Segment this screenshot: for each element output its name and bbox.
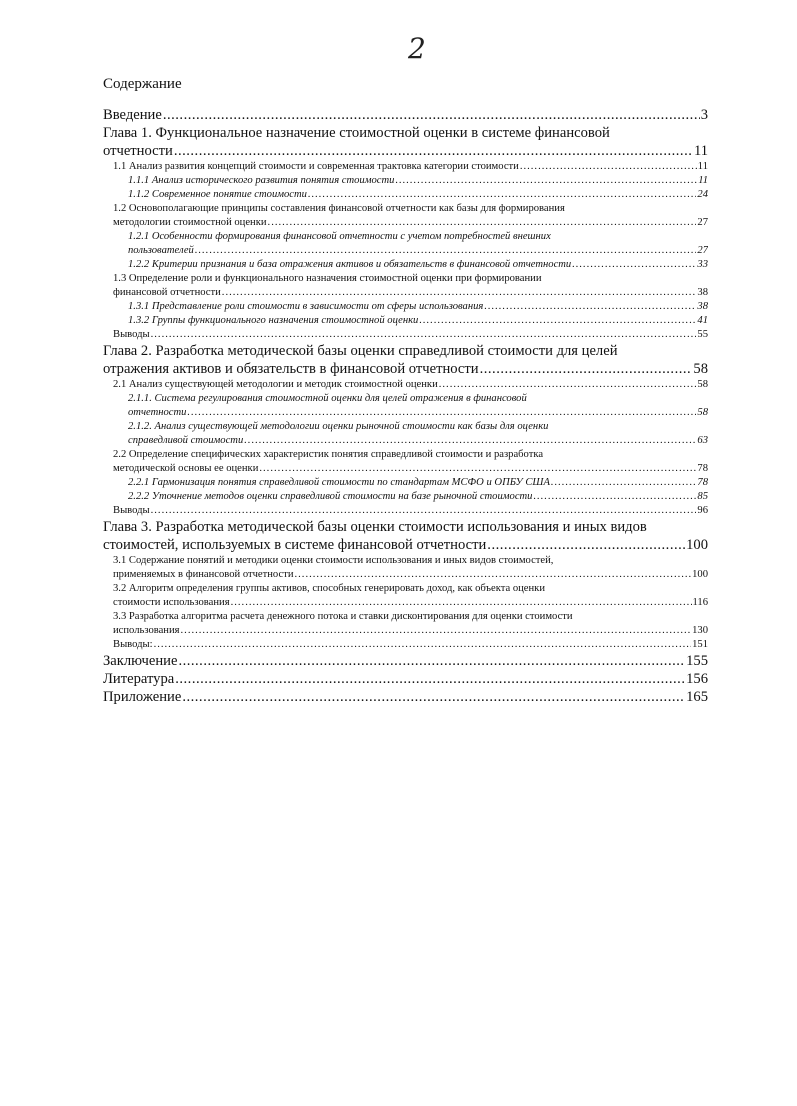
- toc-entry-title: отчетности: [128, 407, 187, 418]
- toc-entry-title: финансовой отчетности: [113, 287, 221, 298]
- toc-entry-heading: 3.3 Разработка алгоритма расчета денежного потока и ставки дисконтирования для оценки стоимости: [113, 611, 573, 622]
- toc-entry-title: 1.1 Анализ развития концепций стоимости и современная трактовка категории стоимости: [113, 161, 519, 172]
- toc-entry-page: 38: [697, 301, 708, 312]
- toc-entry: [103, 554, 708, 582]
- toc-entry: [103, 174, 708, 188]
- toc-entry-page: 33: [697, 259, 708, 270]
- toc-entry-title: Введение: [103, 107, 162, 123]
- toc-entry: [103, 420, 708, 448]
- dot-leader: [151, 504, 697, 518]
- toc-entry-page: 38: [697, 287, 708, 298]
- toc-entry-page: 85: [697, 491, 708, 502]
- toc-entry-title: 1.1.2 Современное понятие стоимости: [128, 189, 307, 200]
- toc-entry: [103, 230, 708, 258]
- dot-leader: [163, 106, 700, 124]
- toc-entry-heading: 3.1 Содержание понятий и методики оценки стоимости использования и иных видов стоимостей,: [113, 555, 554, 566]
- dot-leader: [182, 688, 685, 706]
- toc-entry: [103, 106, 708, 124]
- toc-entry: [103, 518, 708, 554]
- page-number: 2: [408, 32, 426, 65]
- toc-entry-title: 2.2.2 Уточнение методов оценки справедливой стоимости на базе рыночной стоимости: [128, 491, 533, 502]
- toc-entry-title: Заключение: [103, 653, 178, 669]
- toc-entry-page: 116: [692, 597, 708, 608]
- toc-entry-title: Выводы:: [113, 639, 153, 650]
- toc-entry-page: 11: [693, 143, 708, 159]
- toc-entry-page: 58: [693, 361, 708, 377]
- toc-entry-page: 165: [686, 689, 708, 705]
- toc-entry-page: 151: [692, 639, 708, 650]
- toc-entry: [103, 610, 708, 638]
- toc-entry: [103, 314, 708, 328]
- toc-entry-page: 58: [697, 379, 708, 390]
- toc-title: Содержание: [103, 76, 182, 92]
- toc-entry: [103, 504, 708, 518]
- toc-entry-page: 3: [700, 107, 708, 123]
- toc-entry-heading: 2.1.1. Система регулирования стоимостной оценки для целей отражения в финансовой: [128, 393, 527, 404]
- toc-entry-page: 27: [697, 245, 708, 256]
- toc-entry-heading: 2.1.2. Анализ существующей методологии оценки рыночной стоимости как базы для оценки: [128, 421, 549, 432]
- toc-entry: [103, 476, 708, 490]
- dot-leader: [222, 286, 697, 300]
- toc-entry-title: справедливой стоимости: [128, 435, 244, 446]
- dot-leader: [244, 434, 696, 448]
- toc-entry-title: использования: [113, 625, 180, 636]
- toc-entry-heading: 1.2 Основополагающие принципы составления финансовой отчетности как базы для формирования: [113, 203, 565, 214]
- toc-entry-page: 55: [697, 329, 708, 340]
- toc-entry-title: Приложение: [103, 689, 182, 705]
- toc-entry: [103, 124, 708, 160]
- toc-entry-heading: 2.2 Определение специфических характеристик понятия справедливой стоимости и разработка: [113, 449, 544, 460]
- toc-entry: [103, 328, 708, 342]
- toc-entry-heading: Глава 3. Разработка методической базы оценки стоимости использования и иных видов: [103, 519, 647, 535]
- toc-entry-page: 27: [697, 217, 708, 228]
- toc-entry-page: 78: [697, 477, 708, 488]
- toc-entry-title: 1.2.2 Критерии признания и база отражения активов и обязательств в финансовой отчетности: [128, 259, 572, 270]
- toc-entry-page: 96: [697, 505, 708, 516]
- toc-entry-title: отчетности: [103, 143, 173, 159]
- dot-leader: [259, 462, 696, 476]
- dot-leader: [268, 216, 697, 230]
- dot-leader: [231, 596, 692, 610]
- toc-entry-heading: 1.2.1 Особенности формирования финансовой отчетности с учетом потребностей внешних: [128, 231, 551, 242]
- toc-entry-title: отражения активов и обязательств в финансовой отчетности: [103, 361, 479, 377]
- toc-entry-page: 58: [697, 407, 708, 418]
- toc-entry: [103, 670, 708, 688]
- toc-entry-title: Литература: [103, 671, 175, 687]
- toc-entry: [103, 392, 708, 420]
- toc-entry-title: пользователей: [128, 245, 194, 256]
- toc-entry: [103, 300, 708, 314]
- toc-entry: [103, 342, 708, 378]
- toc-entry-title: применяемых в финансовой отчетности: [113, 569, 294, 580]
- toc-entry-page: 11: [698, 175, 708, 186]
- dot-leader: [178, 652, 685, 670]
- toc-entry-title: методической основы ее оценки: [113, 463, 259, 474]
- toc-entry-page: 11: [697, 161, 708, 172]
- toc-entry-page: 100: [686, 537, 708, 553]
- toc-entry-title: Выводы: [113, 329, 150, 340]
- toc-entry-page: 24: [697, 189, 708, 200]
- table-of-contents: [103, 106, 708, 706]
- dot-leader: [295, 568, 692, 582]
- dot-leader: [551, 476, 696, 490]
- dot-leader: [308, 188, 696, 202]
- toc-entry: [103, 652, 708, 670]
- dot-leader: [187, 406, 696, 420]
- toc-entry: [103, 490, 708, 504]
- dot-leader: [484, 300, 696, 314]
- dot-leader: [480, 360, 693, 378]
- dot-leader: [439, 378, 697, 392]
- toc-entry-title: 1.3.2 Группы функционального назначения стоимостной оценки: [128, 315, 419, 326]
- toc-entry: [103, 188, 708, 202]
- toc-entry: [103, 688, 708, 706]
- toc-entry-page: 100: [692, 569, 708, 580]
- toc-entry-title: стоимости использования: [113, 597, 230, 608]
- toc-entry-page: 41: [697, 315, 708, 326]
- dot-leader: [181, 624, 692, 638]
- toc-entry-title: 1.1.1 Анализ исторического развития понятия стоимости: [128, 175, 395, 186]
- toc-entry-page: 78: [697, 463, 708, 474]
- dot-leader: [487, 536, 685, 554]
- toc-entry-title: стоимостей, используемых в системе финансовой отчетности: [103, 537, 487, 553]
- dot-leader: [154, 638, 692, 652]
- toc-entry-page: 130: [692, 625, 708, 636]
- dot-leader: [572, 258, 696, 272]
- toc-entry-heading: 1.3 Определение роли и функционального назначения стоимостной оценки при формировании: [113, 273, 542, 284]
- toc-entry-page: 63: [697, 435, 708, 446]
- toc-entry-title: Выводы: [113, 505, 150, 516]
- toc-entry-title: 2.2.1 Гармонизация понятия справедливой стоимости по стандартам МСФО и ОПБУ США: [128, 477, 550, 488]
- toc-entry: [103, 272, 708, 300]
- toc-entry: [103, 448, 708, 476]
- dot-leader: [533, 490, 696, 504]
- dot-leader: [395, 174, 697, 188]
- toc-entry-title: 1.3.1 Представление роли стоимости в зависимости от сферы использования: [128, 301, 484, 312]
- toc-entry-heading: Глава 1. Функциональное назначение стоимостной оценки в системе финансовой: [103, 125, 610, 141]
- toc-entry-page: 155: [686, 653, 708, 669]
- dot-leader: [419, 314, 696, 328]
- dot-leader: [151, 328, 697, 342]
- toc-entry-heading: 3.2 Алгоритм определения группы активов, способных генерировать доход, как объекта оценки: [113, 583, 545, 594]
- toc-entry-title: 2.1 Анализ существующей методологии и методик стоимостной оценки: [113, 379, 438, 390]
- toc-entry-title: методологии стоимостной оценки: [113, 217, 267, 228]
- dot-leader: [520, 160, 697, 174]
- dot-leader: [195, 244, 697, 258]
- dot-leader: [174, 142, 693, 160]
- toc-entry: [103, 258, 708, 272]
- toc-entry: [103, 582, 708, 610]
- toc-entry-page: 156: [686, 671, 708, 687]
- dot-leader: [175, 670, 685, 688]
- toc-entry: [103, 378, 708, 392]
- toc-entry: [103, 202, 708, 230]
- toc-entry: [103, 160, 708, 174]
- toc-entry-heading: Глава 2. Разработка методической базы оценки справедливой стоимости для целей: [103, 343, 618, 359]
- toc-entry: [103, 638, 708, 652]
